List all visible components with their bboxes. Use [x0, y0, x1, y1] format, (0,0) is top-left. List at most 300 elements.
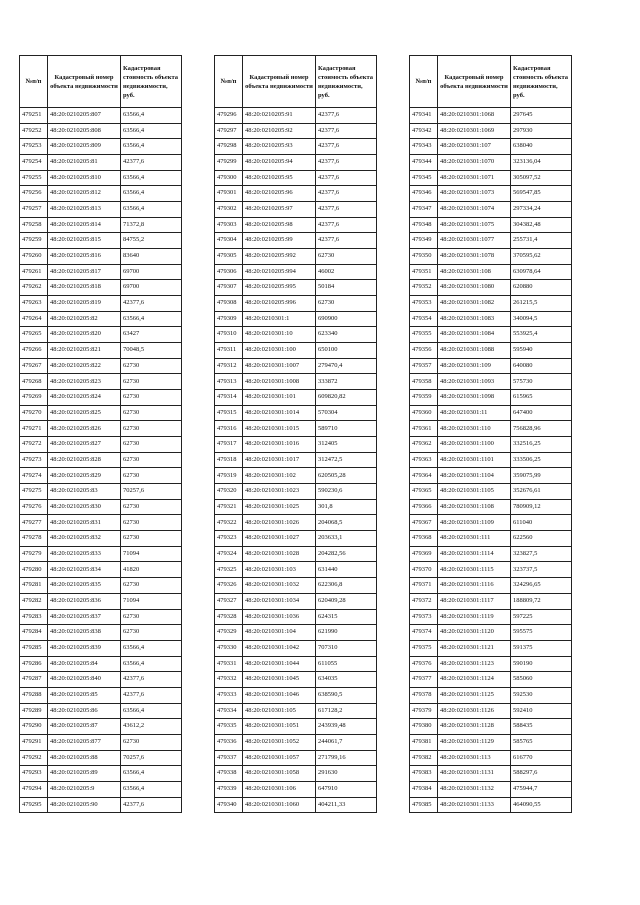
row-number-cell: 479365 [410, 484, 438, 500]
cadastral-number-cell: 48:20:0210301:104 [243, 625, 316, 641]
cadastral-number-cell: 48:20:0210301:1078 [438, 249, 511, 265]
cadastral-number-cell: 48:20:0210205:819 [48, 296, 121, 312]
cadastral-value-cell: 62730 [121, 578, 182, 594]
table-row [20, 374, 182, 390]
row-number-cell: 479331 [215, 656, 243, 672]
row-number-cell: 479298 [215, 139, 243, 155]
cadastral-number-cell: 48:20:0210301:1051 [243, 719, 316, 735]
row-number-cell: 479305 [215, 249, 243, 265]
cadastral-value-cell: 597225 [511, 609, 572, 625]
cadastral-value-cell: 71094 [121, 593, 182, 609]
table-row [410, 750, 572, 766]
row-number-cell: 479259 [20, 233, 48, 249]
table-row [410, 280, 572, 296]
cadastral-value-cell: 261215,5 [511, 296, 572, 312]
cadastral-value-cell: 63566,4 [121, 202, 182, 218]
cadastral-value-cell: 62730 [316, 249, 377, 265]
cadastral-number-cell: 48:20:0210205:838 [48, 625, 121, 641]
cadastral-number-cell: 48:20:0210301:1042 [243, 640, 316, 656]
row-number-cell: 479300 [215, 170, 243, 186]
table-row [410, 499, 572, 515]
table-row [410, 170, 572, 186]
table-row [20, 311, 182, 327]
cadastral-number-cell: 48:20:0210205:823 [48, 374, 121, 390]
table-row [20, 750, 182, 766]
cadastral-value-cell: 297645 [511, 108, 572, 124]
cadastral-number-cell: 48:20:0210301:105 [243, 703, 316, 719]
cadastral-value-cell: 42377,6 [316, 186, 377, 202]
cadastral-value-cell: 41820 [121, 562, 182, 578]
row-number-cell: 479278 [20, 531, 48, 547]
table-row [20, 108, 182, 124]
table-row [215, 249, 377, 265]
cadastral-number-cell: 48:20:0210205:829 [48, 468, 121, 484]
row-number-cell: 479351 [410, 264, 438, 280]
table-row [215, 531, 377, 547]
row-number-cell: 479299 [215, 155, 243, 171]
table-row [410, 358, 572, 374]
table-row [410, 327, 572, 343]
row-number-cell: 479341 [410, 108, 438, 124]
cadastral-number-cell: 48:20:0210205:808 [48, 123, 121, 139]
row-number-cell: 479297 [215, 123, 243, 139]
cadastral-number-cell: 48:20:0210301:11 [438, 405, 511, 421]
table-row [20, 421, 182, 437]
cadastral-number-cell: 48:20:0210301:103 [243, 562, 316, 578]
table-row [20, 766, 182, 782]
table-row [410, 593, 572, 609]
cadastral-number-cell: 48:20:0210301:1128 [438, 719, 511, 735]
cadastral-value-cell: 352676,61 [511, 484, 572, 500]
row-number-cell: 479381 [410, 734, 438, 750]
cadastral-value-cell: 590230,6 [316, 484, 377, 500]
table-row [215, 593, 377, 609]
cadastral-number-cell: 48:20:0210301:1101 [438, 452, 511, 468]
row-number-cell: 479332 [215, 672, 243, 688]
row-number-cell: 479322 [215, 515, 243, 531]
row-number-cell: 479339 [215, 781, 243, 797]
table-row [215, 468, 377, 484]
cadastral-value-cell: 62730 [316, 296, 377, 312]
cadastral-number-cell: 48:20:0210205:88 [48, 750, 121, 766]
table-row [215, 280, 377, 296]
cadastral-number-cell: 48:20:0210205:84 [48, 656, 121, 672]
table-row [20, 155, 182, 171]
row-number-cell: 479319 [215, 468, 243, 484]
cadastral-value-cell: 620505,28 [316, 468, 377, 484]
cadastral-number-cell: 48:20:0210205:81 [48, 155, 121, 171]
cadastral-value-cell: 638590,5 [316, 687, 377, 703]
cadastral-value-cell: 291630 [316, 766, 377, 782]
table-row [215, 734, 377, 750]
cadastral-value-cell: 623340 [316, 327, 377, 343]
row-number-cell: 479361 [410, 421, 438, 437]
row-number-cell: 479310 [215, 327, 243, 343]
cadastral-number-cell: 48:20:0210205:824 [48, 390, 121, 406]
row-number-cell: 479344 [410, 155, 438, 171]
cadastral-value-cell: 359075,99 [511, 468, 572, 484]
cadastral-value-cell: 69700 [121, 264, 182, 280]
cadastral-value-cell: 301,8 [316, 499, 377, 515]
table-row [215, 390, 377, 406]
cadastral-number-cell: 48:20:0210205:83 [48, 484, 121, 500]
cadastral-number-cell: 48:20:0210205:812 [48, 186, 121, 202]
cadastral-value-cell: 63566,4 [121, 123, 182, 139]
cadastral-value-cell: 620409,28 [316, 593, 377, 609]
cadastral-value-cell: 71372,8 [121, 217, 182, 233]
column-header-number: №п/п [410, 56, 438, 108]
row-number-cell: 479312 [215, 358, 243, 374]
cadastral-number-cell: 48:20:0210205:827 [48, 437, 121, 453]
cadastral-number-cell: 48:20:0210301:1044 [243, 656, 316, 672]
row-number-cell: 479364 [410, 468, 438, 484]
table-row [215, 546, 377, 562]
cadastral-value-cell: 464090,55 [511, 797, 572, 813]
table-row [20, 515, 182, 531]
row-number-cell: 479293 [20, 766, 48, 782]
row-number-cell: 479369 [410, 546, 438, 562]
table-row [20, 593, 182, 609]
row-number-cell: 479258 [20, 217, 48, 233]
table-body [410, 108, 572, 813]
row-number-cell: 479350 [410, 249, 438, 265]
table-row [20, 390, 182, 406]
cadastral-number-cell: 48:20:0210205:810 [48, 170, 121, 186]
cadastral-number-cell: 48:20:0210205:830 [48, 499, 121, 515]
cadastral-value-cell: 630978,64 [511, 264, 572, 280]
table-row [215, 139, 377, 155]
table-row [20, 170, 182, 186]
cadastral-number-cell: 48:20:0210301:1075 [438, 217, 511, 233]
cadastral-value-cell: 312472,5 [316, 452, 377, 468]
cadastral-number-cell: 48:20:0210301:1116 [438, 578, 511, 594]
column-header-cadastral-number: Кадастровый номер объекта недвижимости [48, 56, 121, 108]
cadastral-number-cell: 48:20:0210205:832 [48, 531, 121, 547]
cadastral-number-cell: 48:20:0210301:1068 [438, 108, 511, 124]
table-row [215, 233, 377, 249]
cadastral-value-cell: 569547,85 [511, 186, 572, 202]
table-row [20, 343, 182, 359]
cadastral-value-cell: 585060 [511, 672, 572, 688]
cadastral-number-cell: 48:20:0210301:1123 [438, 656, 511, 672]
cadastral-value-cell: 83640 [121, 249, 182, 265]
row-number-cell: 479290 [20, 719, 48, 735]
cadastral-value-cell: 63566,4 [121, 170, 182, 186]
column-header-number: №п/п [215, 56, 243, 108]
column-header-cadastral-number: Кадастровый номер объекта недвижимости [243, 56, 316, 108]
cadastral-value-cell: 650100 [316, 343, 377, 359]
cadastral-number-cell: 48:20:0210205:807 [48, 108, 121, 124]
row-number-cell: 479280 [20, 562, 48, 578]
table-row [20, 609, 182, 625]
table-row [410, 531, 572, 547]
table-row [20, 640, 182, 656]
cadastral-value-cell: 592530 [511, 687, 572, 703]
cadastral-number-cell: 48:20:0210301:10 [243, 327, 316, 343]
cadastral-number-cell: 48:20:0210205:85 [48, 687, 121, 703]
table-row [410, 123, 572, 139]
table-row [410, 139, 572, 155]
cadastral-number-cell: 48:20:0210301:1114 [438, 546, 511, 562]
cadastral-value-cell: 63566,4 [121, 139, 182, 155]
cadastral-value-cell: 188809,72 [511, 593, 572, 609]
table-row [410, 296, 572, 312]
cadastral-value-cell: 62730 [121, 609, 182, 625]
table-row [215, 155, 377, 171]
table-row [410, 734, 572, 750]
row-number-cell: 479256 [20, 186, 48, 202]
cadastral-number-cell: 48:20:0210301:1131 [438, 766, 511, 782]
table-header-row [215, 56, 377, 108]
row-number-cell: 479257 [20, 202, 48, 218]
row-number-cell: 479255 [20, 170, 48, 186]
cadastral-value-cell: 63566,4 [121, 640, 182, 656]
row-number-cell: 479353 [410, 296, 438, 312]
table-row [215, 186, 377, 202]
cadastral-value-cell: 63566,4 [121, 781, 182, 797]
cadastral-value-cell: 62730 [121, 421, 182, 437]
cadastral-value-cell: 71094 [121, 546, 182, 562]
cadastral-value-cell: 42377,6 [316, 108, 377, 124]
cadastral-value-cell: 62730 [121, 452, 182, 468]
cadastral-value-cell: 42377,6 [316, 155, 377, 171]
cadastral-value-cell: 279470,4 [316, 358, 377, 374]
table-row [410, 609, 572, 625]
cadastral-value-cell: 370595,62 [511, 249, 572, 265]
cadastral-value-cell: 42377,6 [121, 672, 182, 688]
column-header-cadastral-value: Кадастровая стоимость объекта недвижимости, руб. [121, 56, 182, 108]
cadastral-number-cell: 48:20:0210301:1125 [438, 687, 511, 703]
row-number-cell: 479347 [410, 202, 438, 218]
row-number-cell: 479348 [410, 217, 438, 233]
cadastral-number-cell: 48:20:0210301:1069 [438, 123, 511, 139]
row-number-cell: 479279 [20, 546, 48, 562]
table-row [20, 484, 182, 500]
cadastral-number-cell: 48:20:0210301:1077 [438, 233, 511, 249]
table-row [410, 405, 572, 421]
cadastral-number-cell: 48:20:0210301:1093 [438, 374, 511, 390]
row-number-cell: 479311 [215, 343, 243, 359]
table-row [20, 562, 182, 578]
row-number-cell: 479268 [20, 374, 48, 390]
cadastral-number-cell: 48:20:0210301:1088 [438, 343, 511, 359]
cadastral-value-cell: 332516,25 [511, 437, 572, 453]
table-row [215, 781, 377, 797]
row-number-cell: 479282 [20, 593, 48, 609]
row-number-cell: 479329 [215, 625, 243, 641]
cadastral-value-cell: 271799,16 [316, 750, 377, 766]
cadastral-number-cell: 48:20:0210301:1126 [438, 703, 511, 719]
cadastral-value-cell: 756828,96 [511, 421, 572, 437]
cadastral-value-cell: 647910 [316, 781, 377, 797]
cadastral-number-cell: 48:20:0210301:1036 [243, 609, 316, 625]
table-row [410, 656, 572, 672]
row-number-cell: 479275 [20, 484, 48, 500]
cadastral-value-cell: 63566,4 [121, 656, 182, 672]
row-number-cell: 479271 [20, 421, 48, 437]
row-number-cell: 479265 [20, 327, 48, 343]
table-row [20, 217, 182, 233]
cadastral-number-cell: 48:20:0210205:99 [243, 233, 316, 249]
row-number-cell: 479286 [20, 656, 48, 672]
cadastral-value-cell: 570304 [316, 405, 377, 421]
cadastral-value-cell: 42377,6 [316, 202, 377, 218]
row-number-cell: 479306 [215, 264, 243, 280]
table-row [20, 123, 182, 139]
row-number-cell: 479356 [410, 343, 438, 359]
row-number-cell: 479260 [20, 249, 48, 265]
table-row [20, 249, 182, 265]
cadastral-number-cell: 48:20:0210301:1133 [438, 797, 511, 813]
cadastral-number-cell: 48:20:0210301:106 [243, 781, 316, 797]
cadastral-value-cell: 42377,6 [316, 170, 377, 186]
cadastral-value-cell: 475944,7 [511, 781, 572, 797]
registry-table-3 [409, 55, 572, 813]
table-row [20, 280, 182, 296]
cadastral-number-cell: 48:20:0210205:814 [48, 217, 121, 233]
cadastral-number-cell: 48:20:0210301:1120 [438, 625, 511, 641]
cadastral-value-cell: 591375 [511, 640, 572, 656]
cadastral-value-cell: 255731,4 [511, 233, 572, 249]
table-row [215, 358, 377, 374]
table-row [215, 264, 377, 280]
table-row [20, 546, 182, 562]
cadastral-number-cell: 48:20:0210301:1015 [243, 421, 316, 437]
table-row [215, 609, 377, 625]
row-number-cell: 479373 [410, 609, 438, 625]
registry-table-1 [19, 55, 182, 813]
table-row [410, 155, 572, 171]
table-row [215, 217, 377, 233]
row-number-cell: 479360 [410, 405, 438, 421]
row-number-cell: 479266 [20, 343, 48, 359]
cadastral-number-cell: 48:20:0210301:1045 [243, 672, 316, 688]
row-number-cell: 479325 [215, 562, 243, 578]
cadastral-number-cell: 48:20:0210301:1007 [243, 358, 316, 374]
row-number-cell: 479345 [410, 170, 438, 186]
cadastral-value-cell: 63566,4 [121, 766, 182, 782]
table-row [215, 499, 377, 515]
row-number-cell: 479337 [215, 750, 243, 766]
cadastral-number-cell: 48:20:0210301:102 [243, 468, 316, 484]
cadastral-value-cell: 203633,1 [316, 531, 377, 547]
cadastral-number-cell: 48:20:0210205:877 [48, 734, 121, 750]
cadastral-value-cell: 62730 [121, 499, 182, 515]
cadastral-value-cell: 70048,5 [121, 343, 182, 359]
cadastral-number-cell: 48:20:0210205:82 [48, 311, 121, 327]
row-number-cell: 479304 [215, 233, 243, 249]
cadastral-number-cell: 48:20:0210301:1017 [243, 452, 316, 468]
row-number-cell: 479277 [20, 515, 48, 531]
table-row [20, 202, 182, 218]
cadastral-value-cell: 63566,4 [121, 703, 182, 719]
cadastral-value-cell: 84755,2 [121, 233, 182, 249]
table-row [20, 499, 182, 515]
cadastral-number-cell: 48:20:0210205:90 [48, 797, 121, 813]
row-number-cell: 479294 [20, 781, 48, 797]
cadastral-value-cell: 588297,6 [511, 766, 572, 782]
cadastral-value-cell: 305097,52 [511, 170, 572, 186]
table-row [410, 343, 572, 359]
table-row [410, 108, 572, 124]
cadastral-number-cell: 48:20:0210205:91 [243, 108, 316, 124]
cadastral-value-cell: 50184 [316, 280, 377, 296]
cadastral-value-cell: 43612,2 [121, 719, 182, 735]
row-number-cell: 479309 [215, 311, 243, 327]
table-row [20, 233, 182, 249]
row-number-cell: 479358 [410, 374, 438, 390]
table-row [215, 625, 377, 641]
row-number-cell: 479385 [410, 797, 438, 813]
row-number-cell: 479336 [215, 734, 243, 750]
row-number-cell: 479313 [215, 374, 243, 390]
table-body [20, 108, 182, 813]
table-row [20, 452, 182, 468]
row-number-cell: 479354 [410, 311, 438, 327]
table-row [20, 781, 182, 797]
cadastral-value-cell: 611055 [316, 656, 377, 672]
table-row [215, 515, 377, 531]
table-row [410, 484, 572, 500]
row-number-cell: 479374 [410, 625, 438, 641]
cadastral-number-cell: 48:20:0210205:816 [48, 249, 121, 265]
table-row [20, 672, 182, 688]
row-number-cell: 479321 [215, 499, 243, 515]
table-row [410, 452, 572, 468]
cadastral-number-cell: 48:20:0210205:996 [243, 296, 316, 312]
table-row [410, 186, 572, 202]
cadastral-value-cell: 589710 [316, 421, 377, 437]
cadastral-value-cell: 62730 [121, 625, 182, 641]
cadastral-value-cell: 707310 [316, 640, 377, 656]
cadastral-number-cell: 48:20:0210301:1073 [438, 186, 511, 202]
row-number-cell: 479326 [215, 578, 243, 594]
cadastral-number-cell: 48:20:0210301:1026 [243, 515, 316, 531]
table-row [20, 264, 182, 280]
table-row [410, 687, 572, 703]
cadastral-number-cell: 48:20:0210205:837 [48, 609, 121, 625]
cadastral-value-cell: 592410 [511, 703, 572, 719]
cadastral-value-cell: 595575 [511, 625, 572, 641]
row-number-cell: 479335 [215, 719, 243, 735]
cadastral-value-cell: 62730 [121, 468, 182, 484]
cadastral-value-cell: 595940 [511, 343, 572, 359]
table-row [215, 797, 377, 813]
cadastral-value-cell: 62730 [121, 515, 182, 531]
cadastral-number-cell: 48:20:0210301:1109 [438, 515, 511, 531]
cadastral-number-cell: 48:20:0210205:833 [48, 546, 121, 562]
registry-table-2 [214, 55, 377, 813]
cadastral-value-cell: 590190 [511, 656, 572, 672]
cadastral-value-cell: 616770 [511, 750, 572, 766]
row-number-cell: 479270 [20, 405, 48, 421]
row-number-cell: 479372 [410, 593, 438, 609]
cadastral-value-cell: 340094,5 [511, 311, 572, 327]
table-row [215, 452, 377, 468]
cadastral-number-cell: 48:20:0210205:822 [48, 358, 121, 374]
table-row [410, 374, 572, 390]
cadastral-value-cell: 323737,5 [511, 562, 572, 578]
row-number-cell: 479340 [215, 797, 243, 813]
table-row [215, 437, 377, 453]
cadastral-value-cell: 42377,6 [316, 123, 377, 139]
cadastral-value-cell: 42377,6 [316, 139, 377, 155]
cadastral-number-cell: 48:20:0210205:995 [243, 280, 316, 296]
table-row [20, 734, 182, 750]
table-row [410, 437, 572, 453]
cadastral-number-cell: 48:20:0210205:98 [243, 217, 316, 233]
cadastral-value-cell: 631440 [316, 562, 377, 578]
